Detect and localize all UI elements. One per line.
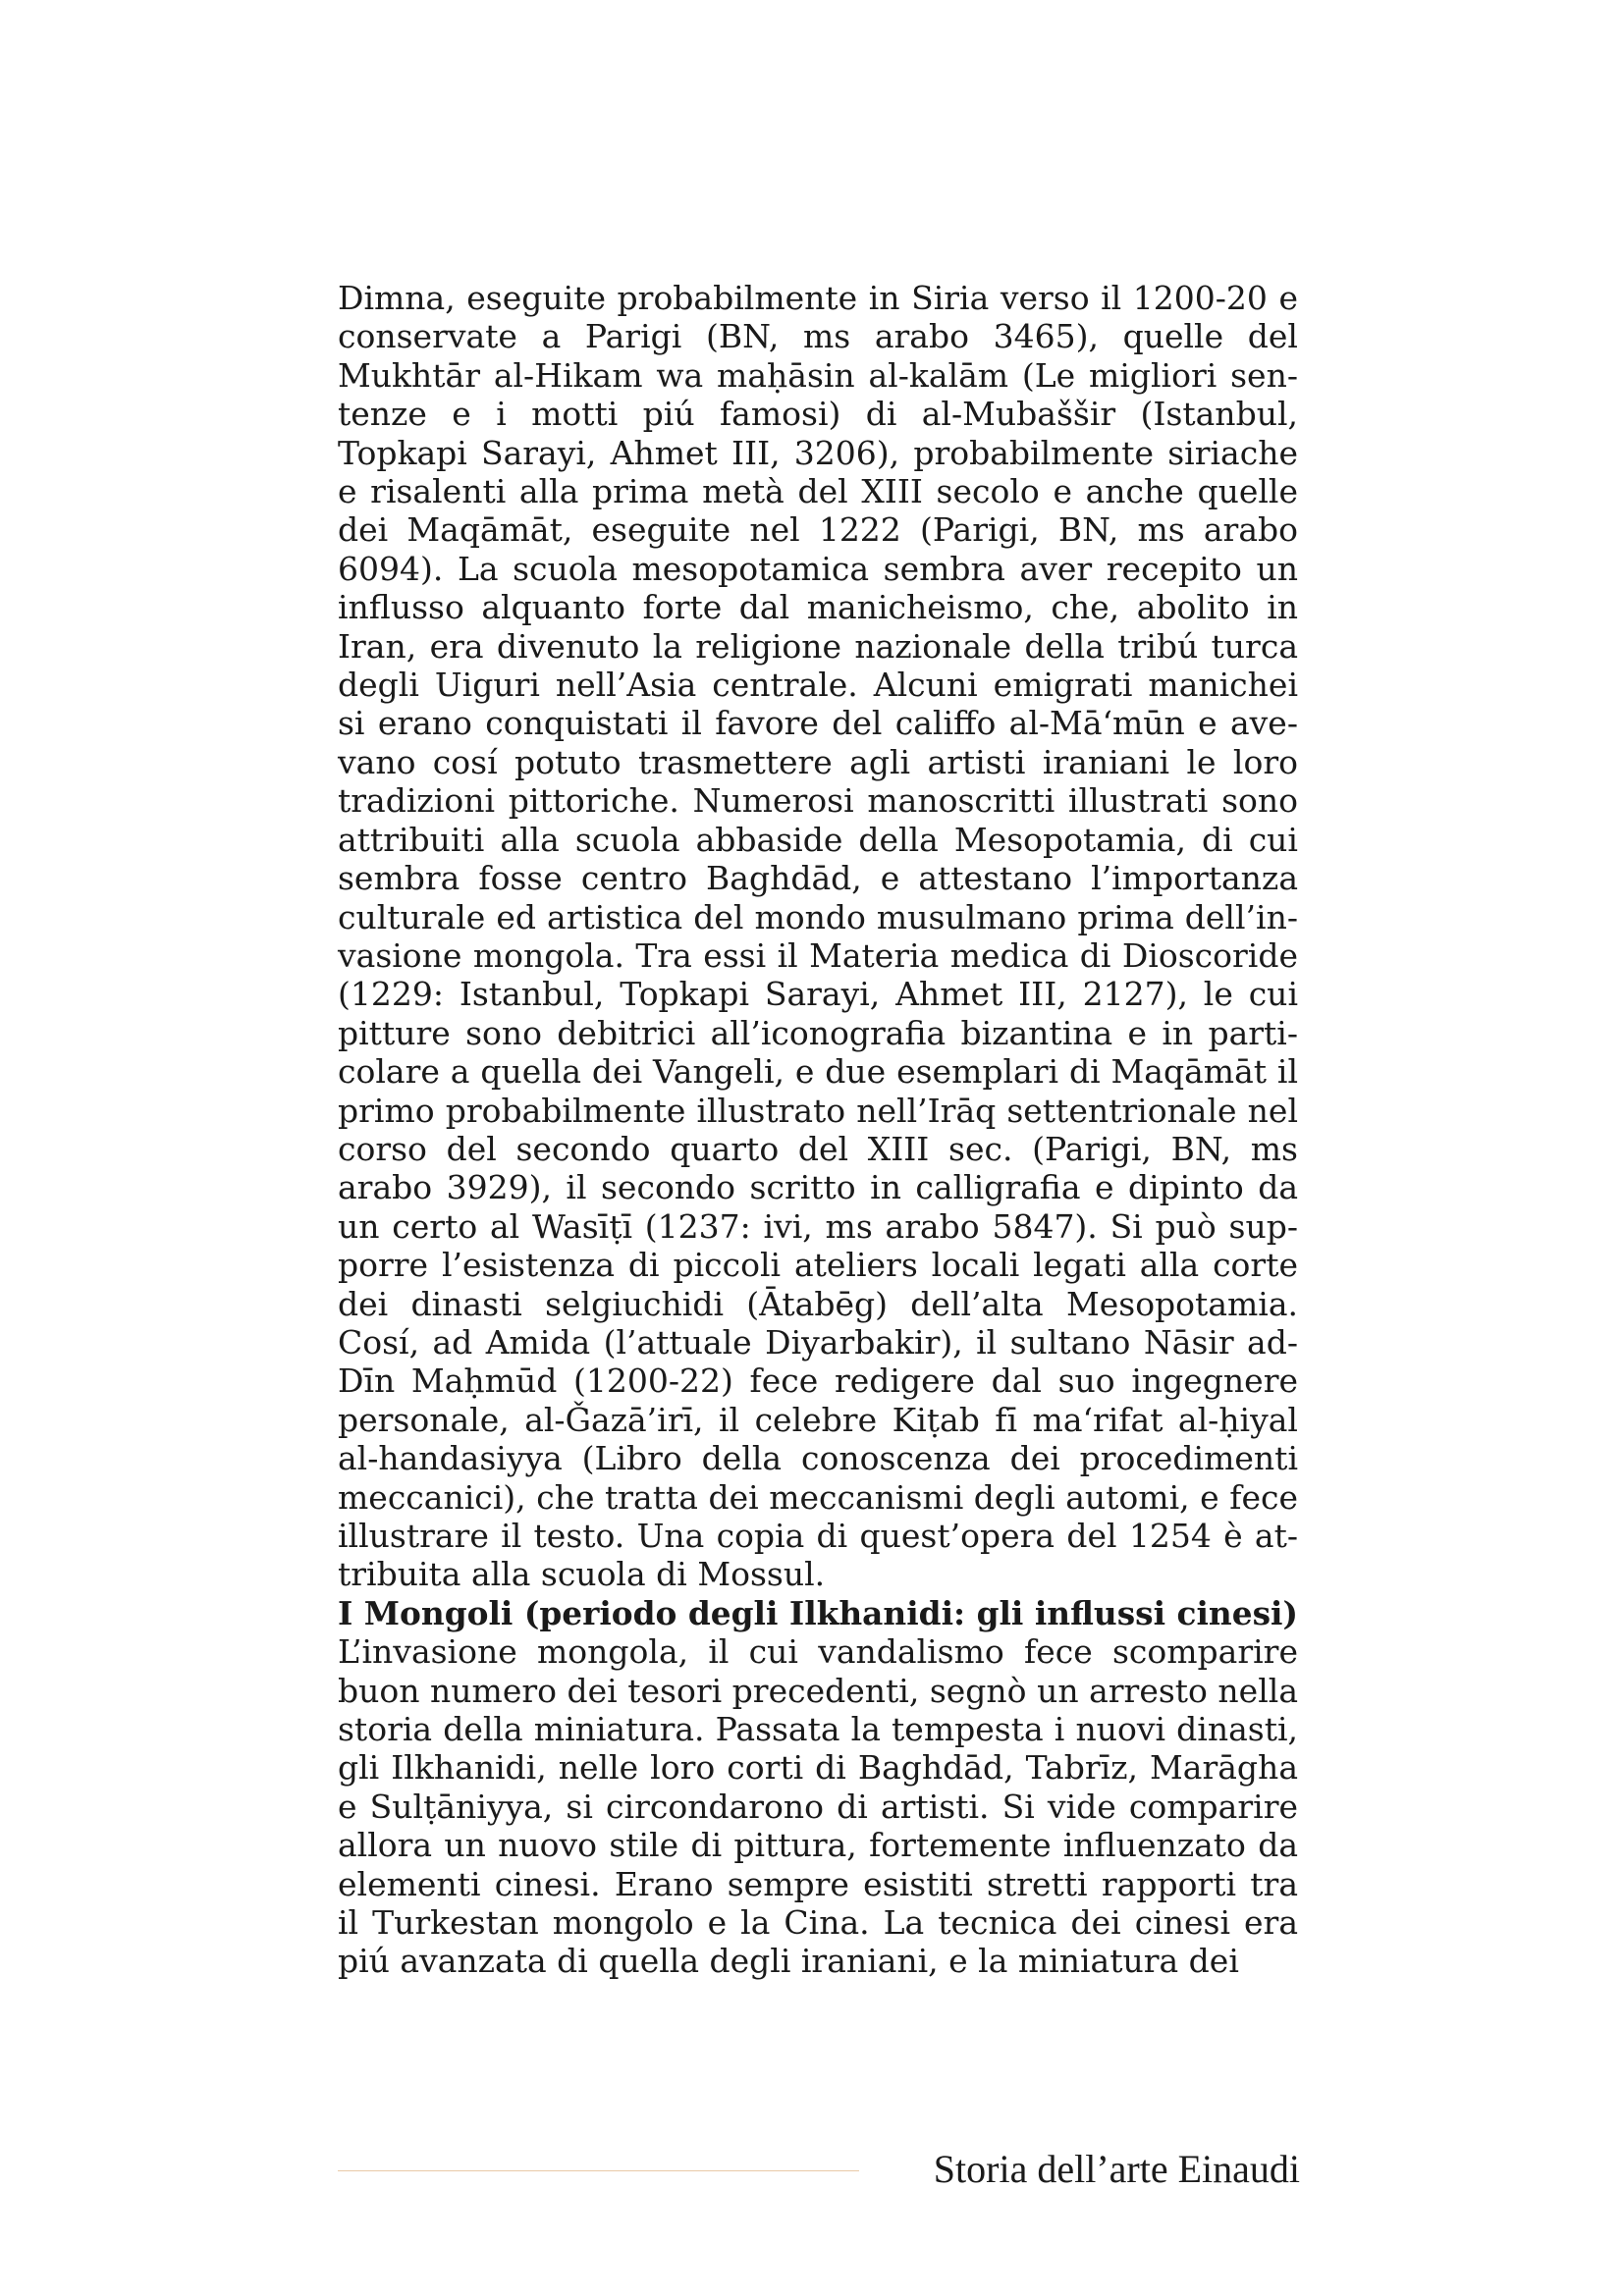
text-line: porre l’esistenza di piccoli ateliers locali legati alla corte <box>338 1246 1298 1285</box>
text-line: meccanici), che tratta dei meccanismi degli automi, e fece <box>338 1477 1298 1517</box>
text-line: culturale ed artistica del mondo musulmano prima dell’in- <box>338 897 1298 936</box>
text-line: e Sulṭāniyya, si circondarono di artisti. Si vide comparire <box>338 1787 1298 1826</box>
text-line: L’invasione mongola, il cui vandalismo fece scomparire <box>338 1632 1298 1672</box>
text-line: piú avanzata di quella degli iraniani, e la miniatura dei <box>338 1942 1239 1981</box>
text-line: tradizioni pittoriche. Numerosi manoscritti illustrati sono <box>338 781 1298 821</box>
text-line: influsso alquanto forte dal manicheismo, che, abolito in <box>338 588 1298 627</box>
footer-rule <box>338 2170 859 2171</box>
text-line: allora un nuovo stile di pittura, fortemente influenzato da <box>338 1826 1298 1865</box>
footer-title: Storia dell’arte Einaudi <box>933 2147 1300 2191</box>
paragraph-1 <box>338 279 1298 1594</box>
text-line: dei dinasti selgiuchidi (Ātabēg) dell’alta Mesopotamia. <box>338 1284 1298 1323</box>
text-line: Mukhtār al-Hikam wa maḥāsin al-kalām (Le migliori sen- <box>338 355 1298 395</box>
text-line: illustrare il testo. Una copia di quest’opera del 1254 è at- <box>338 1517 1298 1555</box>
text-line: vasione mongola. Tra essi il Materia medica di Dioscoride <box>338 935 1298 975</box>
text-line: buon numero dei tesori precedenti, segnò un arresto nella <box>338 1671 1298 1710</box>
body-text <box>338 279 1298 1981</box>
text-line: e risalenti alla prima metà del XIII secolo e anche quelle <box>338 472 1298 511</box>
text-line: un certo al Wasīṭī (1237: ivi, ms arabo 5847). Si può sup- <box>338 1206 1298 1246</box>
text-line: si erano conquistati il favore del califfo al-Mā‘mūn e ave- <box>338 704 1298 743</box>
text-line: colare a quella dei Vangeli, e due esemplari di Maqāmāt il <box>338 1052 1298 1092</box>
text-line: primo probabilmente illustrato nell’Irāq settentrionale nel <box>338 1091 1298 1130</box>
text-line: il Turkestan mongolo e la Cina. La tecnica dei cinesi era <box>338 1903 1298 1943</box>
section-heading: I Mongoli (periodo degli Ilkhanidi: gli influssi cinesi) <box>338 1593 1298 1632</box>
text-line: vano cosí potuto trasmettere agli artisti iraniani le loro <box>338 742 1298 781</box>
text-line: Cosí, ad Amida (l’attuale Diyarbakir), il sultano Nāsir ad- <box>338 1322 1298 1362</box>
text-line: Iran, era divenuto la religione nazionale della tribú turca <box>338 626 1298 666</box>
text-line: tenze e i motti piú famosi) di al-Mubaššir (Istanbul, <box>338 395 1298 434</box>
text-line: 6094). La scuola mesopotamica sembra aver recepito un <box>338 549 1298 588</box>
text-line: conservate a Parigi (BN, ms arabo 3465), quelle del <box>338 317 1298 356</box>
text-line: gli Ilkhanidi, nelle loro corti di Baghdād, Tabrīz, Marāgha <box>338 1748 1298 1788</box>
text-line: Dimna, eseguite probabilmente in Siria verso il 1200-20 e <box>338 279 1298 317</box>
text-line: storia della miniatura. Passata la tempesta i nuovi dinasti, <box>338 1710 1298 1749</box>
text-line: pitture sono debitrici all’iconografia bizantina e in parti- <box>338 1013 1298 1052</box>
text-line: Dīn Maḥmūd (1200-22) fece redigere dal suo ingegnere <box>338 1362 1298 1401</box>
text-line: attribuiti alla scuola abbaside della Mesopotamia, di cui <box>338 820 1298 859</box>
text-line: personale, al-Ǧazā’irī, il celebre Kiṭab fī ma‘rifat al-ḥiyal <box>338 1400 1298 1439</box>
text-line: degli Uiguri nell’Asia centrale. Alcuni emigrati manichei <box>338 666 1298 705</box>
text-line: arabo 3929), il secondo scritto in calligrafia e dipinto da <box>338 1168 1298 1207</box>
text-line: (1229: Istanbul, Topkapi Sarayi, Ahmet III, 2127), le cui <box>338 975 1298 1014</box>
text-line: dei Maqāmāt, eseguite nel 1222 (Parigi, BN, ms arabo <box>338 510 1298 550</box>
text-line: sembra fosse centro Baghdād, e attestano l’importanza <box>338 859 1298 898</box>
text-line: elementi cinesi. Erano sempre esistiti stretti rapporti tra <box>338 1864 1298 1903</box>
paragraph-2 <box>338 1632 1298 1981</box>
text-line: al-handasiyya (Libro della conoscenza dei procedimenti <box>338 1439 1298 1478</box>
text-line: Topkapi Sarayi, Ahmet III, 3206), probabilmente siriache <box>338 433 1298 472</box>
text-line: tribuita alla scuola di Mossul. <box>338 1555 826 1594</box>
text-line: corso del secondo quarto del XIII sec. (Parigi, BN, ms <box>338 1129 1298 1168</box>
